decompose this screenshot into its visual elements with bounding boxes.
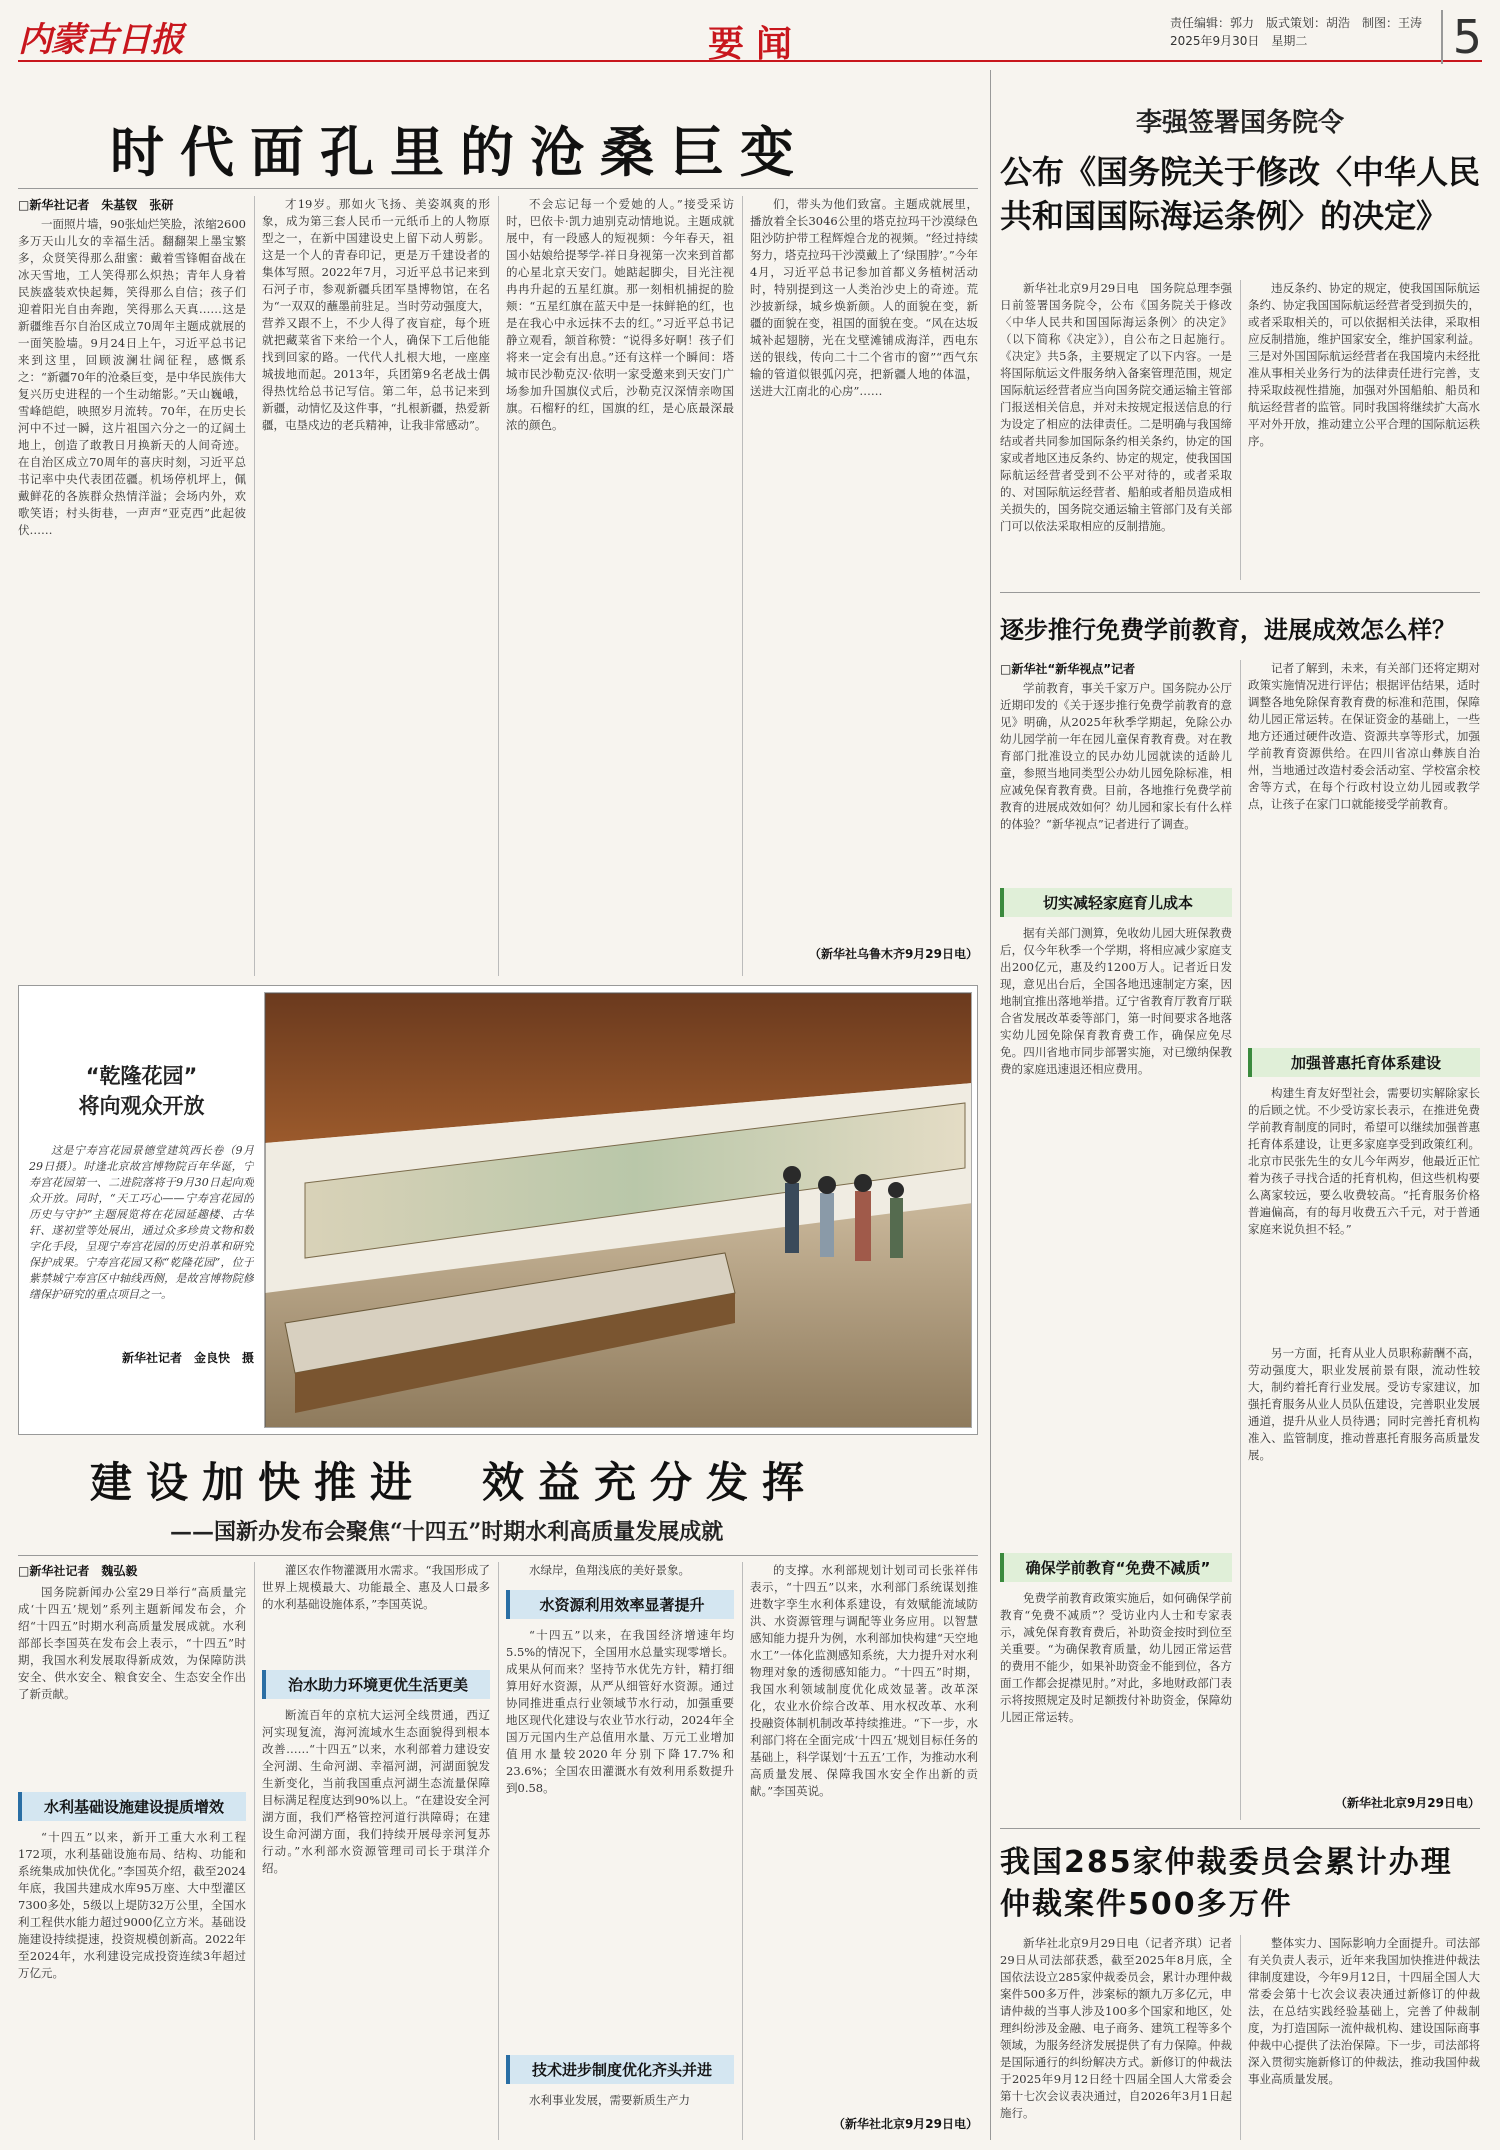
- main-story-credit: （新华社乌鲁木齐9月29日电）: [808, 947, 978, 961]
- state-council-col-1: 新华社北京9月29日电 国务院总理李强日前签署国务院令，公布《国务院关于修改〈中华人民共和国国际海运条例〉的决定》（以下简称《决定》），自公布之日起施行。《决定》共5条，主要规定了以下内容。一是将国际航运文件服务纳入备案管理范围，规定国际航运经营者应当向国务院交通运输主管部门报送相关信息，并对未按规定报送信息的行为设定了相应的法律责任。二是明确与我国缔结或者共同参加国际条约相关条约，协定的国家或者地区违反条约、协定的规定，使我国国际航运经营者受到不公平对待的，或者采取的、对国际航运经营者、船舶或者船员造成相关损失的，国务院交通运输主管部门及有关部门可以依法采取相应的反制措施。: [1000, 281, 1232, 533]
- water-story-col-4: 的支撑。水利部规划计划司司长张祥伟表示，“十四五”以来，水利部门系统谋划推进数字孪生水利体系建设，有效赋能流域防洪、水资源管理与调配等业务应用。以智慧感知能力提升为例，水利部加快构建“天空地水工”一体化监测感知系统，大力提升对水利物理对象的透彻感知能力。“十四五”时期，我国水利领域制度优化成效显著。改革深化，农业水价综合改革、用水权改革、水利投融资体制机制改革持续推进。“下一步，水利部门将在全面完成‘十四五’规划目标任务的基础上，科学谋划‘十五五’工作，为推动水利高质量发展、保障我国水安全作出新的贡献。”李国英说。: [750, 1563, 978, 1798]
- preschool-col-1: 学前教育，事关千家万户。国务院办公厅近期印发的《关于逐步推行免费学前教育的意见》明确，从2025年秋季学期起，免除公办幼儿园学前一年在园儿童保育教育费。对在教育部门批准设立的民办幼儿园就读的适龄儿童，参照当地同类型公办幼儿园免除标准，相应减免保育教育费。目前，各地推行免费学前教育的进展成效如何？幼儿园和家长有什么样的体验？“新华视点”记者进行了调查。 切实减轻家庭育儿成本 据有关部门测算，免收幼儿园大班保教费后，仅今年秋季一个学期，将相应减少家庭支出200亿元，惠及约1200万人。记者近日发现，意见出台后，全国各地迅速制定方案，因地制宜推出落地举措。辽宁省教育厅教育厅联合省发展改革委等部门，第一时间要求各地落实幼儿园免除保育教育费工作，确保应免尽免。四川省地市同步部署实施，对已缴纳保教费的家庭迅速退还相应费用。 确保学前教育“免费不减质” 免费学前教育政策实施后，如何确保学前教育“免费不减质”？受访业内人士和专家表示，减免保育教育费后，补助资金按时到位至关重要。“为确保教育质量，幼儿园正常运营的费用不能少，如果补助资金不能到位，各方面工作都会捉襟见肘。”对此，多地财政部门表示将按照规定及时足额拨付补助资金，保障幼儿园正常运转。: [1000, 681, 1232, 1724]
- preschool-credit: （新华社北京9月29日电）: [1334, 1796, 1480, 1810]
- main-story-title: 时代面孔里的沧桑巨变: [110, 121, 810, 184]
- photo-feature: [18, 985, 978, 1435]
- water-subhead-4: 技术进步制度优化齐头并进: [506, 2055, 734, 2084]
- page-number: 5: [1441, 10, 1482, 64]
- water-subhead-1: 水利基础设施建设提质增效: [18, 1792, 246, 1821]
- main-story-byline: □新华社记者 朱基钗 张研: [18, 198, 174, 212]
- water-story-credit: （新华社北京9月29日电）: [832, 2117, 978, 2131]
- page-meta: [1170, 14, 1422, 50]
- water-story-col-3: 水绿岸，鱼翔浅底的美好景象。 水资源利用效率显著提升 “十四五”以来，在我国经济增速年均5.5%的情况下，全国用水总量实现零增长。成果从何而来？坚持节水优先方针，精打细算用好水资源，从严从细管好水资源。通过协同推进重点行业领域节水行动，加强重要地区现代化建设与农业节水行动，2024年全国万元国内生产总值用水量、万元工业增加值用水量较2020年分别下降17.7%和23.6%；全国农田灌溉水有效利用系数提升到0.58。 技术进步制度优化齐头并进 水利事业发展，需要新质生产力: [506, 1563, 734, 2107]
- exhibition-hall-illustration: [265, 993, 972, 1428]
- state-council-kicker: 李强签署国务院令: [1135, 108, 1344, 138]
- section-title: 要闻: [708, 23, 805, 65]
- newspaper-logo: 内蒙古日报: [18, 20, 183, 60]
- photo-headline: “乾隆花园” 将向观众开放: [78, 1064, 205, 1118]
- water-subhead-3: 水资源利用效率显著提升: [506, 1590, 734, 1619]
- preschool-subhead-1: 切实减轻家庭育儿成本: [1000, 888, 1232, 917]
- arbitration-col-1: 新华社北京9月29日电（记者齐琪）记者29日从司法部获悉，截至2025年8月底，全国依法设立285家仲裁委员会，累计办理仲裁案件500多万件，涉案标的额九万多亿元，申请仲裁的当事人涉及100多个国家和地区，处理纠纷涉及金融、电子商务、建筑工程等多个领域，为服务经济发展提供了有力保障。仲裁是国际通行的纠纷解决方式。新修订的仲裁法于2025年9月12日经十四届全国人大常委会第十七次会议表决通过，自2026年3月1日起施行。: [1000, 1936, 1232, 2120]
- main-story-col-1: 一面照片墙，90张灿烂笑脸，浓缩2600多万天山儿女的幸福生活。翻翻架上墨宝繁多，众贤笑得那么甜蜜：戴着雪锋帽奋战在冰天雪地，工人笑得那么炽热；青年人身着民族盛装欢快起舞，笑得那么自信；孩子们迎着阳光自由奔跑，笑得那么天真……这是新疆维吾尔自治区成立70周年主题成就展的一面笑脸墙。9月24日上午，习近平总书记来到这里，回顾波澜壮阔征程，感慨系之：“新疆70年的沧桑巨变，是中华民族伟大复兴历史进程的一个生动缩影。”天山巍峨，雪峰皑皑，映照岁月流转。70年，在历史长河中不过一瞬，这片祖国六分之一的辽阔土地上，创造了敢教日月换新天的人间奇迹。在自治区成立70周年的喜庆时刻，习近平总书记率中央代表团莅疆。机场停机坪上，佩戴鲜花的各族群众热情洋溢；会场内外，欢歌笑语；村头街巷，一声声“亚克西”此起彼伏……: [18, 217, 246, 537]
- preschool-subhead-3: 确保学前教育“免费不减质”: [1000, 1553, 1232, 1582]
- preschool-col-2: 记者了解到，未来，有关部门还将定期对政策实施情况进行评估；根据评估结果，适时调整各地免除保育教育费的标准和范围，保障幼儿园正常运转。在保证资金的基础上，一些地方还通过硬件改造、资源共享等形式，加强学前教育资源供给。在四川省凉山彝族自治州，当地通过改造村委会活动室、学校富余校舍等方式，在每个行政村设立幼儿园或教学点，让孩子在家门口就能接受学前教育。 加强普惠托育体系建设 构建生育友好型社会，需要切实解除家长的后顾之忧。不少受访家长表示，在推进免费学前教育制度的同时，希望可以继续加强普惠托育体系建设，让更多家庭享受到政策红利。北京市民张先生的女儿今年两岁，他最近正忙着为孩子寻找合适的托育机构，但这些机构要么离家较远，要么收费较高。“托育服务价格普遍偏高，有的每月收费五六千元，对于普通家庭来说负担不轻。” 另一方面，托育从业人员职称薪酬不高，劳动强度大，职业发展前景有限，流动性较大，制约着托育行业发展。受访专家建议，加强托育服务从业人员队伍建设，完善职业发展通道，提升从业人员待遇；同时完善托育机构准入、监管制度，推动普惠托育服务高质量发展。: [1248, 661, 1480, 1462]
- main-story-col-2: 才19岁。那如火飞扬、美姿飒爽的形象，成为第三套人民币一元纸币上的人物原型之一，在新中国建设史上留下动人剪影。这是一个人的青春印记，更是万千建设者的集体写照。2022年7月，习近平总书记来到石河子市，参观新疆兵团军垦博物馆，在名为“一双双的蘸墨前驻足。当时劳动强度大，营养又跟不上，不少人得了夜盲症，每个班就把藏菜省下来给一个人，确保下工后他能找到回家的路。一代代人扎根大地，一座座城拔地而起。2013年，兵团第9名老战士偶得热忱给总书记写信。第二年，总书记来到新疆，动情忆及这件事，“扎根新疆，热爱新疆，屯垦戍边的老兵精神，让我非常感动”。: [262, 197, 490, 432]
- water-story-byline: □新华社记者 魏弘毅: [18, 1564, 138, 1578]
- state-council-col-2: 违反条约、协定的规定，使我国国际航运条约、协定我国国际航运经营者受到损失的，或者采取相关的，可以依据相关法律，采取相应反制措施，维护国家安全，维护国家利益。三是对外国国际航运经营者在我国境内未经批准从事相关业务行为的法律责任进行完善，支持采取歧视性措施，加强对外国船舶、船员和航运经营者的监管。同时我国将继续扩大高水平对外开放，推动建立公平合理的国际航运秩序。: [1248, 281, 1480, 448]
- state-council-title: 公布《国务院关于修改〈中华人民共和国国际海运条例〉的决定》: [1000, 153, 1481, 235]
- arbitration-col-2: 整体实力、国际影响力全面提升。司法部有关负责人表示，近年来我国加快推进仲裁法律制度建设，今年9月12日，十四届全国人大常委会第十七次会议表决通过新修订的仲裁法，在总结实践经验基础上，完善了仲裁制度，为打造国际一流仲裁机构、建设国际商事仲裁中心提供了法治保障。下一步，司法部将深入贯彻实施新修订的仲裁法，推动我国仲裁事业高质量发展。: [1248, 1936, 1480, 2086]
- photo-caption-block: [29, 1061, 254, 1421]
- masthead: [18, 10, 1482, 65]
- preschool-subhead-2: 加强普惠托育体系建设: [1248, 1048, 1480, 1077]
- preschool-byline: □新华社“新华视点”记者: [1000, 662, 1136, 676]
- date-line: 2025年9月30日 星期二: [1169, 34, 1308, 48]
- water-story-col-1: 国务院新闻办公室29日举行“高质量完成‘十四五’规划”系列主题新闻发布会，介绍“十四五”时期水利高质量发展成就。水利部部长李国英在发布会上表示，“十四五”时期，我国水利发展取得新成效，为保障防洪安全、供水安全、粮食安全、生态安全作出了新贡献。 水利基础设施建设提质增效 “十四五”以来，新开工重大水利工程172项，水利基础设施布局、结构、功能和系统集成加快优化。”李国英介绍，截至2024年底，我国共建成水库95万座、大中型灌区7300多处，5级以上堤防32万公里，全国水利工程供水能力超过9000亿立方米。基础设施建设持续提速，投资规模创新高。2022年至2024年，水利建设完成投资连续3年超过万亿元。: [18, 1585, 246, 1980]
- photo-caption: 这是宁寿宫花园景德堂建筑西长卷（9月29日摄）。时逢北京故宫博物院百年华诞，宁寿宫花园第一、二进院落将于9月30日起向观众开放。同时，“天工巧心——宁寿宫花园的历史与守护”主题展览将在花园延趣楼、古华轩、遂初堂等处展出，通过众多珍贵文物和数字化手段，呈现宁寿宫花园的历史沿革和研究保护成果。宁寿宫花园又称“乾隆花园”，位于紫禁城宁寿宫区中轴线西侧，是故宫博物院修缮保护研究的重点项目之一。: [29, 1144, 254, 1301]
- photo-credit: 新华社记者 金良快 摄: [121, 1351, 254, 1365]
- exhibition-hall-photo: [264, 992, 972, 1428]
- water-subhead-2: 治水助力环境更优生活更美: [262, 1670, 490, 1699]
- preschool-title: 逐步推行免费学前教育，进展成效怎么样？: [1000, 616, 1456, 644]
- arbitration-title: 我国285家仲裁委员会累计办理仲裁案件500多万件: [1000, 1845, 1453, 1922]
- water-story-title: 建设加快推进 效益充分发挥: [90, 1458, 819, 1507]
- main-story-col-4: 们，带头为他们致富。主题成就展里，播放着全长3046公里的塔克拉玛干沙漠绿色阻沙防护带工程辉煌合龙的视频。“经过持续努力，塔克拉玛干沙漠戴上了‘绿围脖’。”今年4月，习近平总书记参加首都义务植树活动时，特别提到这一人类治沙史上的奇迹。荒沙披新绿，城乡焕新颜。人的面貌在变，新疆的面貌在变，祖国的面貌在变。“风在达坂城补起翅膀，光在戈壁滩铺成海洋，西电东送的银线，传向二十二个省市的窗”“西气东输的管道似银弧闪亮，把新疆人地的体温，送进大江南北的心房”……: [750, 197, 978, 398]
- water-story-col-2: 灌区农作物灌溉用水需求。“我国形成了世界上规模最大、功能最全、惠及人口最多的水利基础设施体系，”李国英说。 治水助力环境更优生活更美 断流百年的京杭大运河全线贯通，西辽河实现复流，海河流域水生态面貌得到根本改善……“十四五”以来，水利部着力建设安全河湖、生命河湖、幸福河湖，河湖面貌发生新变化，当前我国重点河湖生态流量保障目标满足程度达到90%以上。“在建设安全河湖方面，我们严格管控河道行洪障碍；在建设生命河湖方面，我们持续开展母亲河复苏行动。”水利部水资源管理司司长于琪洋介绍。: [262, 1563, 490, 1875]
- water-story-subtitle: ——国新办发布会聚焦“十四五”时期水利高质量发展成就: [170, 1519, 724, 1545]
- editor-line: 责任编辑：郭力 版式策划：胡浩 制图：王涛: [1169, 16, 1422, 30]
- main-story-col-3: 不会忘记每一个爱她的人。”接受采访时，巴依卡·凯力迪别克动情地说。主题成就展中，有一段感人的短视频：今年春天，祖国小姑娘给提琴学-祥日身视第一次来到首都的心星北京天安门。她踮起脚尖，目光注视冉冉升起的五星红旗。那一刻相机捕捉的脸颊：“五星红旗在蓝天中是一抹鲜艳的红，也是在我心中永远抹不去的红。”习近平总书记静立观看，颔首称赞：“说得多好啊！孩子们将来一定会有出息。”还有这样一个瞬间：塔城市民沙勒克汉·依明一家受邀来到天安门广场参加升国旗仪式后，沙勒克汉深情亲吻国旗。石榴籽的红，国旗的红，是心底最深最浓的颜色。: [506, 197, 734, 432]
